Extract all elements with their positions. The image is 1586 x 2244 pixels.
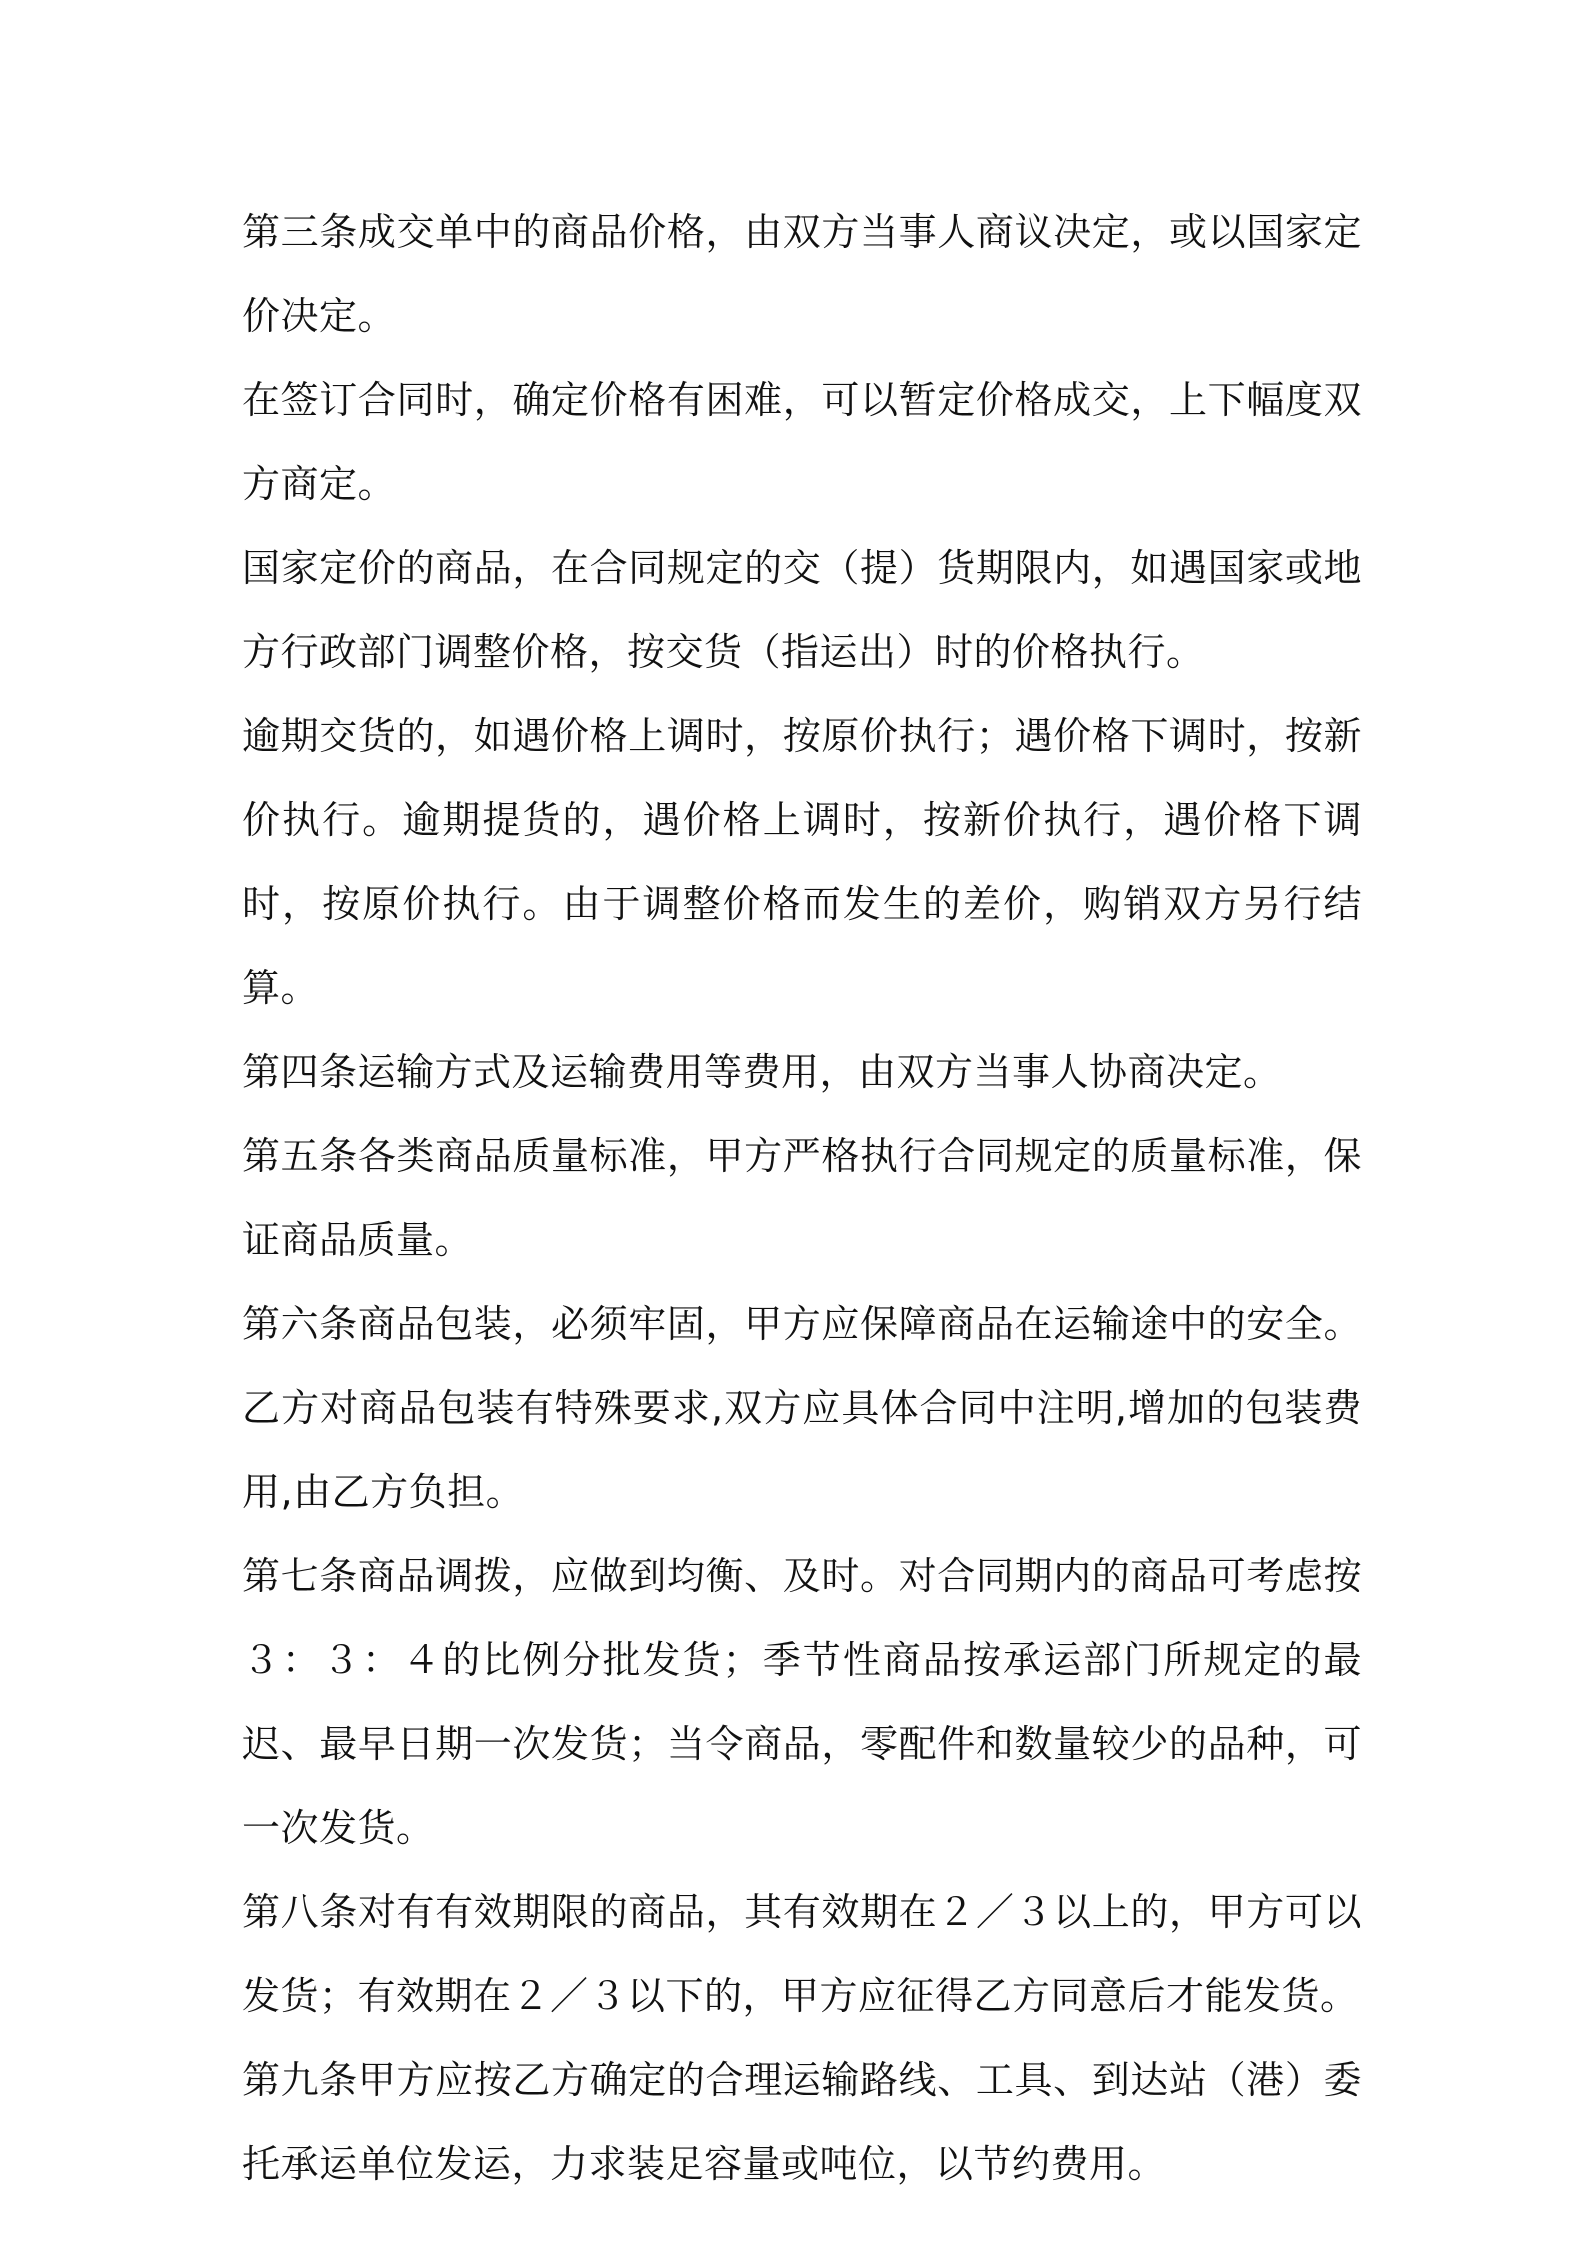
paragraph-article-4-transport: 第四条运输方式及运输费用等费用，由双方当事人协商决定。	[242, 1050, 1282, 1094]
document-body	[242, 190, 1362, 2206]
paragraph-state-price-adjustment: 国家定价的商品，在合同规定的交（提）货期限内，如遇国家或地方行政部门调整价格，按交货（指运出）时的价格执行。	[242, 546, 1362, 674]
paragraph-overdue-delivery: 逾期交货的，如遇价格上调时，按原价执行；遇价格下调时，按新价执行。逾期提货的，遇价格上调时，按新价执行，遇价格下调时，按原价执行。由于调整价格而发生的差价，购销双方另行结算。	[242, 714, 1362, 1010]
paragraph-article-7-allocation: 第七条商品调拨，应做到均衡、及时。对合同期内的商品可考虑按３：３：４的比例分批发货；季节性商品按承运部门所规定的最迟、最早日期一次发货；当令商品，零配件和数量较少的品种，可一次发货。	[242, 1554, 1362, 1850]
paragraph-article-8-validity: 第八条对有有效期限的商品，其有效期在２／３以上的，甲方可以发货；有效期在２／３以下的，甲方应征得乙方同意后才能发货。	[242, 1890, 1362, 2018]
paragraph-article-6-packaging: 第六条商品包装，必须牢固，甲方应保障商品在运输途中的安全。乙方对商品包装有特殊要求,双方应具体合同中注明,增加的包装费用,由乙方负担。	[242, 1302, 1362, 1514]
paragraph-article-3-price: 第三条成交单中的商品价格，由双方当事人商议决定，或以国家定价决定。	[242, 210, 1362, 338]
paragraph-article-5-quality: 第五条各类商品质量标准，甲方严格执行合同规定的质量标准，保证商品质量。	[242, 1134, 1362, 1262]
paragraph-provisional-price: 在签订合同时，确定价格有困难，可以暂定价格成交，上下幅度双方商定。	[242, 378, 1362, 506]
paragraph-article-9-shipping: 第九条甲方应按乙方确定的合理运输路线、工具、到达站（港）委托承运单位发运，力求装足容量或吨位，以节约费用。	[242, 2058, 1362, 2186]
